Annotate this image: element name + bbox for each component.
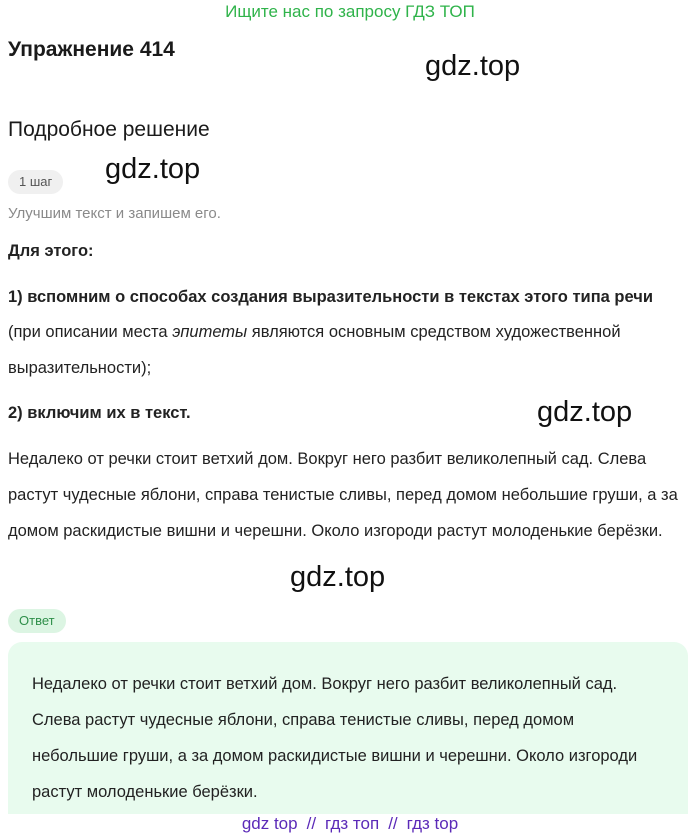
answer-box [8,642,688,814]
footer-separator: // [388,814,398,833]
point-1-desc-after: являются основным средством художественной выразительности); [8,323,621,377]
watermark: gdz.top [290,561,386,593]
answer-text: Недалеко от речки стоит ветхий дом. Вокруг него разбит великолепный сад. Слева растут чудесные яблони, справа тенистые сливы, перед домом небольшие груши, а за домом раскидистые вишни и черешни. Около изгороди растут молоденькие берёзки. [32,675,638,801]
step-badge: 1 шаг [8,170,63,194]
point-1-desc-italic: эпитеты [172,323,248,341]
step-hint: Улучшим текст и запишем его. [8,205,221,222]
section-title: Подробное решение [8,118,210,141]
footer-separator: // [306,814,317,833]
top-banner[interactable]: Ищите нас по запросу ГДЗ ТОП [225,2,475,21]
for-this-label: Для этого: [8,242,94,260]
watermark: gdz.top [425,50,521,82]
point-1-desc-before: (при описании места [8,323,173,341]
answer-badge: Ответ [8,609,66,633]
watermark: gdz.top [105,153,201,185]
watermark: gdz.top [537,396,633,428]
footer-links [0,814,700,834]
point-1-title: 1) вспомним о способах создания выразительности в текстах этого типа речи [8,288,653,306]
footer-link-gdz-top-cyrillic[interactable]: гдз топ [325,814,380,833]
exercise-title: Упражнение 414 [8,38,175,61]
solution-text: Недалеко от речки стоит ветхий дом. Вокруг него разбит великолепный сад. Слева растут чудесные яблони, справа тенистые сливы, перед домом небольшие груши, а за домом раскидистые вишни и черешни. Около изгороди растут молоденькие берёзки. [8,450,678,540]
footer-link-gdz-top-mixed[interactable]: гдз top [406,814,459,833]
point-2-title: 2) включим их в текст. [8,404,191,422]
footer-link-gdz-top[interactable]: gdz top [241,814,298,833]
point-1-description [8,314,692,386]
